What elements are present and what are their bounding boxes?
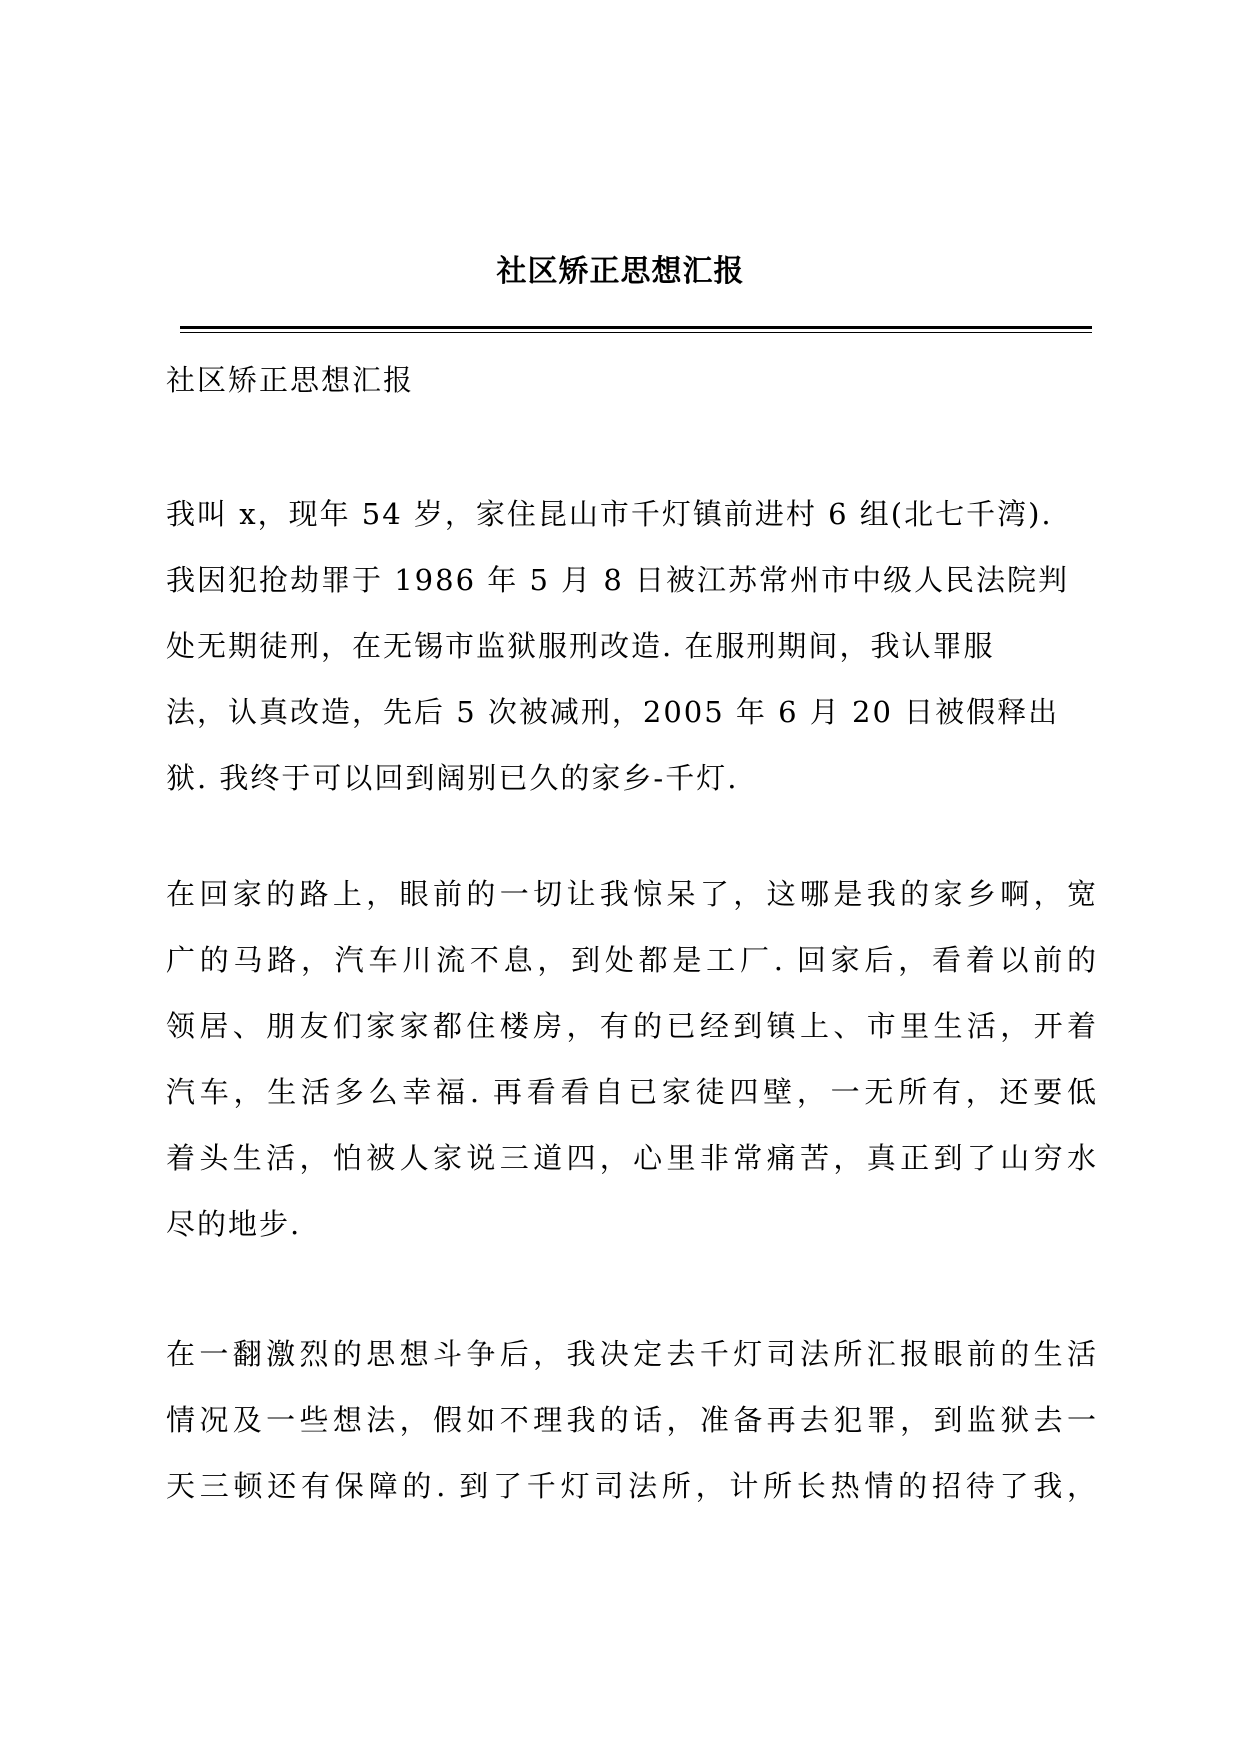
paragraph-line: 我因犯抢劫罪于 1986 年 5 月 8 日被江苏常州市中级人民法院判 [166,563,1070,597]
paragraph-line: 法，认真改造，先后 5 次被减刑，2005 年 6 月 20 日被假释出 [166,695,1060,729]
paragraph-line: 我叫 x，现年 54 岁，家住昆山市千灯镇前进村 6 组(北七千湾). [166,497,1053,531]
paragraph-line: 处无期徒刑，在无锡市监狱服刑改造. 在服刑期间，我认罪服 [166,629,995,663]
title-divider-thick [180,326,1092,329]
title-divider-thin [180,332,1092,333]
paragraph-3 [166,1321,1096,1519]
paragraph-line: 天三顿还有保障的. 到了千灯司法所，计所长热情的招待了我， [166,1469,1096,1503]
paragraph-line: 狱. 我终于可以回到阔别已久的家乡-千灯. [166,761,739,795]
paragraph-line: 在回家的路上，眼前的一切让我惊呆了，这哪是我的家乡啊，宽 [166,877,1096,911]
paragraph-1 [166,481,1096,811]
paragraph-line: 在一翻激烈的思想斗争后，我决定去千灯司法所汇报眼前的生活 [166,1337,1096,1371]
paragraph-2 [166,861,1096,1257]
document-title: 社区矫正思想汇报 [496,254,745,289]
document-subtitle: 社区矫正思想汇报 [166,363,415,397]
paragraph-line: 广的马路，汽车川流不息，到处都是工厂. 回家后，看着以前的 [166,943,1096,977]
paragraph-line: 情况及一些想法，假如不理我的话，准备再去犯罪，到监狱去一 [166,1403,1096,1437]
paragraph-line: 尽的地步. [166,1207,302,1241]
paragraph-line: 领居、朋友们家家都住楼房，有的已经到镇上、市里生活，开着 [166,1009,1096,1043]
paragraph-line: 着头生活，怕被人家说三道四，心里非常痛苦，真正到了山穷水 [166,1141,1096,1175]
paragraph-line: 汽车，生活多么幸福. 再看看自已家徒四壁，一无所有，还要低 [166,1075,1096,1109]
